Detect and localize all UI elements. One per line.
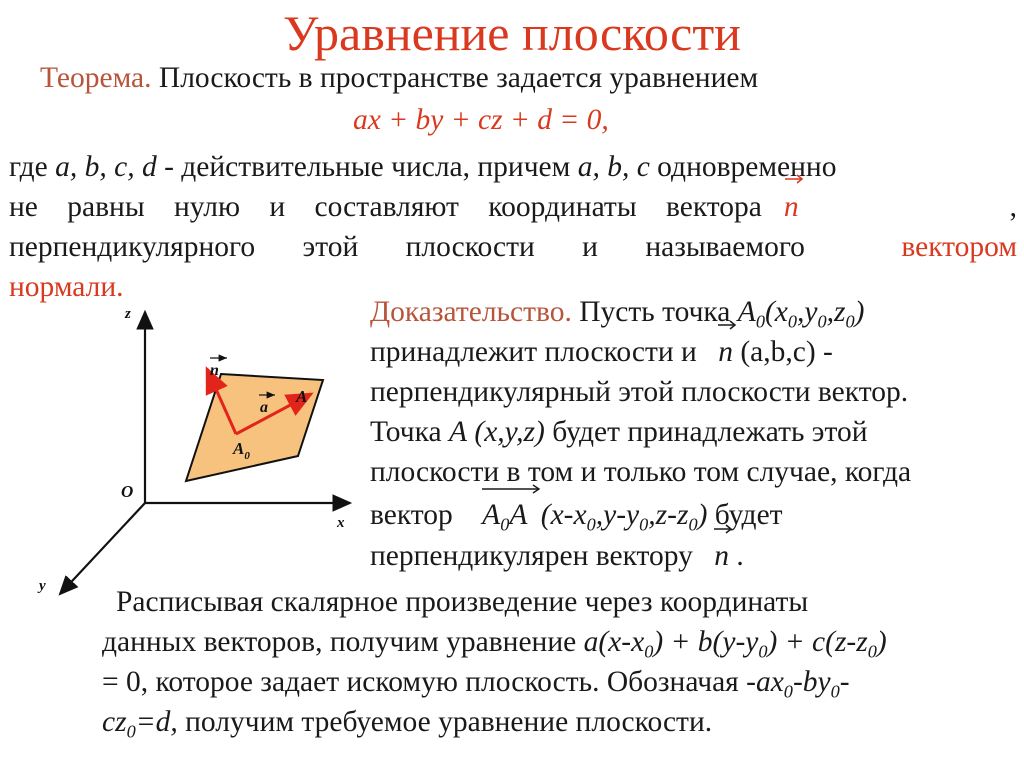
proof-line-7	[370, 536, 744, 576]
substitution-expression: $cz_0=d$,	[102, 706, 178, 742]
proof-label: Доказательство.	[370, 296, 572, 328]
normal-vector-term: вектором	[901, 231, 1017, 263]
plane-normal-diagram	[24, 290, 364, 620]
text-fragment: данных векторов, получим уравнение	[102, 626, 577, 658]
text-fragment: перпендикулярного этой плоскости и называемого	[9, 231, 805, 263]
vector-arrow-icon	[784, 173, 804, 185]
vector-coords: $(x-x_0,y-y_0,z-z_0)$	[540, 499, 708, 535]
conclusion-line-2	[102, 622, 887, 662]
text-fragment: - действительные числа, причем	[164, 151, 571, 183]
axis-z-label: z	[125, 306, 131, 322]
vector-a-label: a	[260, 399, 268, 416]
expanded-equation: $a(x-x_0) + b(y-y_0) + c(z-z_0)$	[583, 626, 887, 662]
normal-vector-symbol: n	[718, 332, 733, 372]
point-a: A	[448, 416, 468, 448]
conclusion-line-1: Расписывая скалярное произведение через координаты	[116, 586, 809, 618]
y-axis	[60, 503, 145, 594]
conclusion-line-3	[102, 662, 850, 702]
text-fragment: одновременно	[657, 151, 837, 183]
page-title: Уравнение плоскости	[283, 5, 741, 61]
theorem-text: Плоскость в пространстве задается уравнением	[158, 62, 759, 94]
substitution-expression: $-ax_0-by_0-$	[746, 666, 850, 702]
text-fragment: будет принадлежать этой	[552, 416, 868, 448]
normal-vector-symbol: n	[714, 536, 729, 576]
plane-equation: ax + by + cz + d = 0,	[353, 104, 609, 136]
text-fragment: ,	[1009, 191, 1017, 223]
conclusion-line-4	[102, 702, 712, 742]
vector-arrow-icon	[717, 319, 737, 331]
proof-line-4	[370, 412, 868, 452]
proof-line-3: перпендикулярный этой плоскости вектор.	[370, 376, 909, 408]
vector-a0a-symbol: $A_0A$	[482, 495, 527, 535]
theorem-label: Теорема.	[40, 62, 152, 94]
point-a-label: A	[296, 387, 308, 406]
axis-x-label: x	[337, 515, 345, 531]
proof-line-2	[370, 332, 833, 372]
text-fragment: где	[9, 151, 48, 183]
text-fragment: Точка	[370, 416, 442, 448]
axis-y-label: y	[39, 578, 46, 594]
vector-arrow-icon	[481, 483, 541, 495]
text-fragment: = 0, которое задает искомую плоскость. Обозначая	[102, 666, 739, 698]
proof-line-1	[370, 292, 864, 332]
text-fragment: получим требуемое уравнение плоскости.	[185, 706, 713, 738]
point-coords: (x,y,z)	[474, 416, 545, 448]
coefficient-vars: a, b, c	[577, 151, 650, 183]
vector-n-label: n	[210, 362, 219, 379]
normal-vector-symbol: n	[784, 187, 799, 227]
point-a0-label: $A_0$	[233, 439, 250, 462]
text-fragment: (a,b,c) -	[740, 336, 833, 368]
text-fragment: принадлежит плоскости и	[370, 336, 697, 368]
text-fragment: Пусть точка	[579, 296, 731, 328]
text-fragment: будет	[714, 499, 783, 531]
theorem-line	[40, 58, 758, 98]
text-fragment: .	[736, 540, 744, 572]
proof-line-5: плоскости в том и только том случае, когда	[370, 456, 912, 488]
vector-arrow-icon	[713, 523, 733, 535]
normal-term-line: нормали.	[9, 271, 124, 303]
origin-label: O	[121, 482, 134, 501]
text-fragment: вектор	[370, 499, 453, 531]
theorem-paragraph-line-1	[9, 147, 836, 187]
theorem-paragraph-line-2	[9, 187, 1017, 227]
text-fragment: перпендикулярен вектору	[370, 540, 693, 572]
coefficient-vars: a, b, c, d	[55, 151, 157, 183]
point-a0: $A_0(x_0,y_0,z_0)$	[737, 296, 865, 332]
theorem-paragraph-line-3	[9, 227, 1017, 267]
text-fragment: не равны нулю и составляют координаты вектора	[9, 191, 762, 223]
